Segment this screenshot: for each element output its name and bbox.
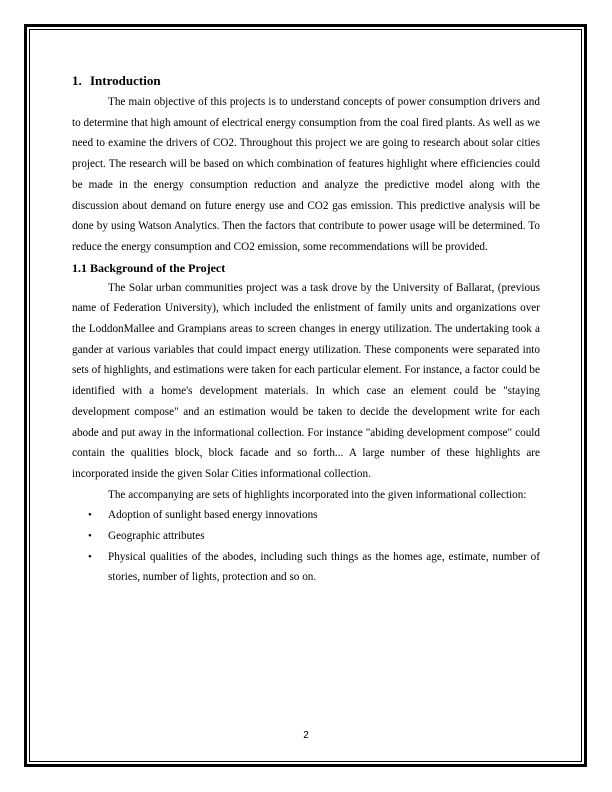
bullet-icon: •: [88, 530, 92, 543]
page-number: 2: [303, 730, 309, 741]
features-list: [72, 505, 540, 588]
subsection-title: Background of the Project: [90, 260, 226, 275]
section-title: Introduction: [90, 73, 161, 88]
list-item-text: Geographic attributes: [108, 530, 205, 543]
document-body: [72, 72, 540, 588]
list-item: [72, 505, 540, 526]
subsection-number: 1.1: [72, 260, 87, 275]
section-heading-introduction: [72, 72, 540, 90]
background-paragraph-1: The Solar urban communities project was a task drove by the University of Ballarat, (previous name of Federation University), which included the enlistment of family units and organizations over the LoddonMallee and Grampians areas to screen changes in energy utilization. The undertaking took a gander at various variables that could impact energy utilization. These components were separated into sets of highlights, and estimations were taken for each particular element. For instance, a factor could be identified with a home's development materials. In which case an element could be "staying development compose" and an estimation would be taken to decide the development write for each abode and put away in the informational collection. For instance "abiding development compose" could contain the qualities block, block facade and so forth... A large number of these highlights are incorporated inside the given Solar Cities informational collection.: [72, 281, 540, 480]
bullet-icon: •: [88, 509, 92, 522]
background-paragraph-2: The accompanying are sets of highlights incorporated into the given informational collection:: [108, 488, 527, 501]
list-item: [72, 526, 540, 547]
subsection-heading-background: [72, 258, 540, 278]
list-item-text: Adoption of sunlight based energy innovations: [108, 509, 318, 522]
list-item-text: Physical qualities of the abodes, including such things as the homes age, estimate, number of stories, number of lights, protection and so on.: [108, 550, 540, 584]
section-number: 1.: [72, 73, 82, 88]
bullet-icon: •: [88, 550, 92, 563]
introduction-paragraph: The main objective of this projects is to understand concepts of power consumption drivers and to determine that high amount of electrical energy consumption from the coal fired plants. As well as we need to examine the drivers of CO2. Throughout this project we are going to research about solar cities project. The research will be based on which combination of features highlight where efficiencies could be made in the energy consumption reduction and analyze the predictive model along with the discussion about demand on future energy use and CO2 gas emission. This predictive analysis will be done by using Watson Analytics. Then the factors that contribute to power usage will be determined. To reduce the energy consumption and CO2 emission, some recommendations will be provided.: [72, 96, 540, 253]
list-item: [72, 547, 540, 588]
